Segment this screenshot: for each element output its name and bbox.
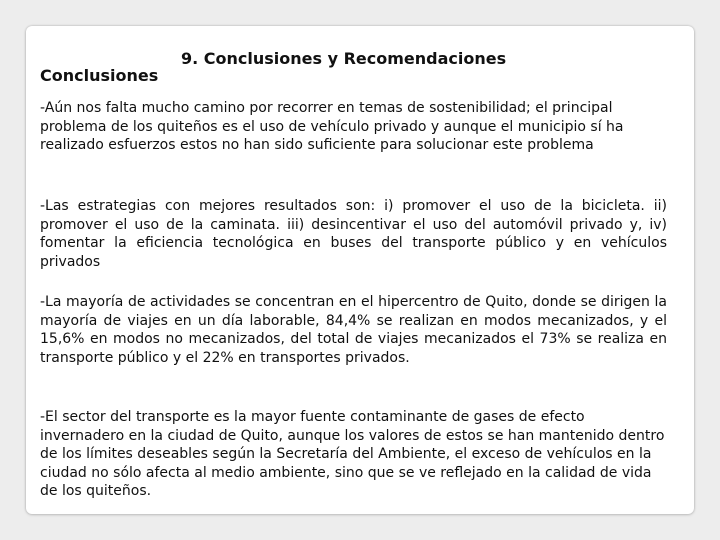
conclusion-paragraph: -Aún nos falta mucho camino por recorrer en temas de sostenibilidad; el principal problema de los quiteños es el uso de vehículo privado y aunque el municipio sí ha realizado esfuerzos estos no han sido suficiente para solucionar este problema (40, 100, 624, 153)
conclusion-paragraph: -La mayoría de actividades se concentran en el hipercentro de Quito, donde se dirigen la mayoría de viajes en un día laborable, 84,4% se realizan en modos mecanizados, y el 15,6% en modos no mecanizados, del total de viajes mecanizados el 73% se realiza en transporte público y el 22% en transportes privados. (40, 294, 667, 366)
slide (26, 26, 694, 514)
conclusion-paragraph: -Las estrategias con mejores resultados son: i) promover el uso de la bicicleta. ii) promover el uso de la caminata. iii) desincentivar el uso del automóvil privado y, iv) fomentar la eficiencia tecnológica en buses del transporte público y en vehículos privados (40, 198, 667, 270)
slide-title: 9. Conclusiones y Recomendaciones (181, 49, 507, 68)
conclusion-paragraph: -El sector del transporte es la mayor fuente contaminante de gases de efecto invernadero en la ciudad de Quito, aunque los valores de estos se han mantenido dentro de los límites deseables según la Secretaría del Ambiente, el exceso de vehículos en la ciudad no sólo afecta al medio ambiente, sino que se ve reflejado en la calidad de vida de los quiteños. (40, 409, 665, 499)
section-heading: Conclusiones (40, 66, 159, 85)
